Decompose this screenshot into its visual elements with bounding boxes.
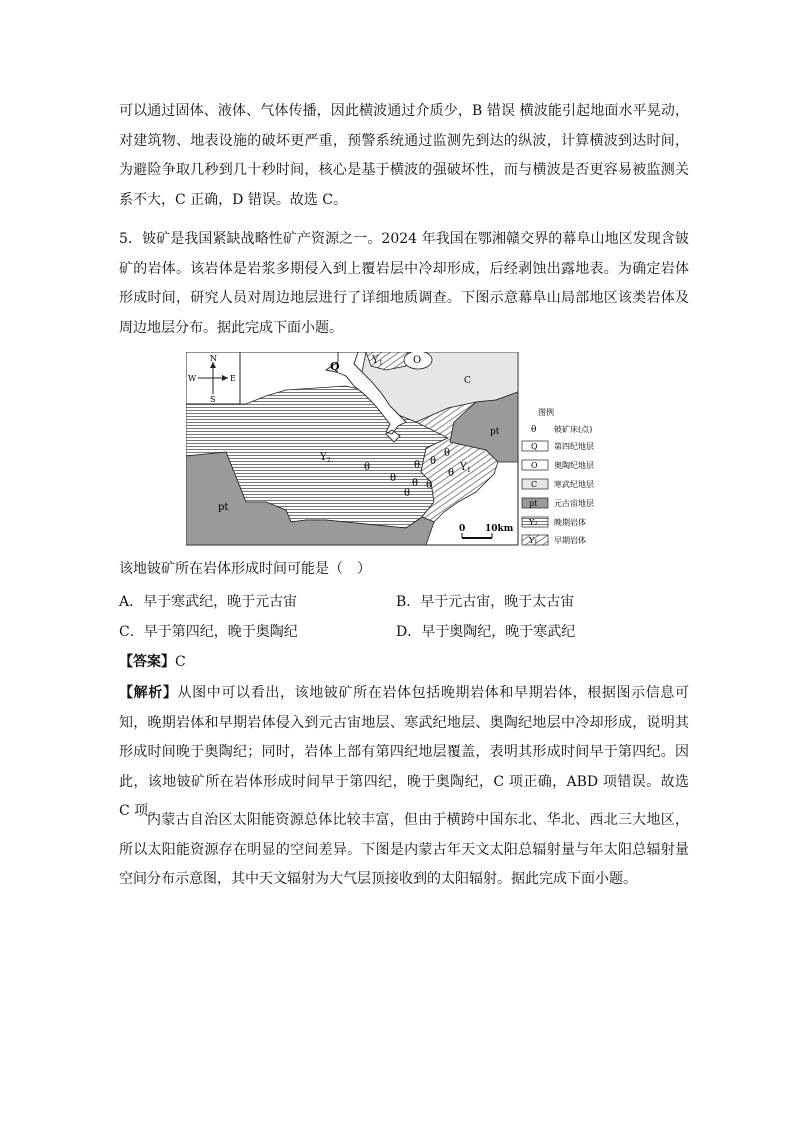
analysis-text: 从图中可以看出，该地铍矿所在岩体包括晚期岩体和早期岩体，根据图示信息可知，晚期岩体和早期岩体侵入到元古宙地层、寒武纪地层、奥陶纪地层中冷却形成，说明其形成时间晚于奥陶纪；同时，岩体上部有第四纪地层覆盖，表明其形成时间早于第四纪。因此，该地铍矿所在岩体形成时间早于第四纪，晚于奥陶纪，C 项正确，ABD 项错误。故选 C 项。 [119,685,690,819]
geologic-map [186,352,606,547]
label-y1-top: Y [372,355,379,366]
legend-label-ore: 铍矿床(点) [554,425,593,434]
legend-key-c: C [531,480,538,489]
ore-point: θ [430,456,437,467]
legend-label-y2: 晚期岩体 [554,518,586,527]
compass-n: N [210,354,217,363]
legend-key-ore: θ [531,425,537,435]
option-a: A．早于寒武纪，晚于元古宙 [119,594,298,610]
compass-e: E [230,374,236,383]
legend-key-q: Q [531,442,538,451]
compass-s: S [210,395,216,404]
option-b: B．早于元古宙，晚于太古宙 [396,594,575,610]
label-o: O [413,355,422,366]
legend-key-y2: Y₂ [529,518,538,527]
label-pt-left: pt [218,502,229,513]
legend-title: 图例 [538,408,554,417]
legend-label-q: 第四纪地层 [554,442,594,451]
scale-zero: 0 [459,524,466,534]
legend-key-pt: pt [529,499,538,508]
map-legend [522,407,594,545]
ore-point: θ [404,488,411,499]
label-y2-sub: 2 [327,457,331,464]
analysis-label: 【解析】 [119,685,178,701]
geologic-map-figure [186,352,606,547]
label-y1-top-sub: 1 [379,360,383,367]
legend-key-y1: Y₁ [529,536,538,545]
legend-label-c: 寒武纪地层 [554,480,594,489]
ore-point: θ [364,462,371,473]
ore-point: θ [412,478,419,489]
answer-line [119,648,689,678]
label-y1-right-sub: 1 [467,467,471,474]
map-body [186,352,518,545]
label-y2: Y [320,452,327,463]
ore-point: θ [444,448,451,459]
label-pt-right: pt [490,427,500,437]
ore-point: θ [390,473,397,484]
analysis-paragraph [119,679,689,827]
question-5-stem: 5．铍矿是我国紧缺战略性矿产资源之一。2024 年我国在鄂湘赣交界的幕阜山地区发现含铍矿的岩体。该岩体是岩浆多期侵入到上覆岩层中冷却形成，后经剥蚀出露地表。为确定岩体形成时间，研究人员对周边地层进行了详细地质调查。下图示意幕阜山局部地区该类岩体及周边地层分布。据此完成下面小题。 [119,231,689,336]
answer-label: 【答案】 [119,654,175,670]
ore-point: θ [448,468,455,479]
option-c: C．早于第四纪，晚于奥陶纪 [119,624,298,640]
previous-explanation-paragraph: 可以通过固体、液体、气体传播，因此横波通过介质少，B 错误 横波能引起地面水平晃动，对建筑物、地表设施的破坏更严重，预警系统通过监测先到达的纵波，计算横波到达时间，为避险争取几秒到几十秒时间，核心是基于横波的强破坏性，而与横波是否更容易被监测关系不大，C 正确，D 错误。故选 C。 [119,103,689,208]
legend-label-o: 奥陶纪地层 [554,461,594,470]
ore-point: θ [426,480,433,491]
answer-value: C [175,654,186,670]
ore-point: θ [414,460,421,471]
question-prompt: 该地铍矿所在岩体形成时间可能是（ ） [119,561,371,577]
options-row-2 [119,617,689,647]
answer-options [119,587,689,647]
label-q: Q [330,360,340,373]
next-question-intro: 内蒙古自治区太阳能资源总体比较丰富，但由于横跨中国东北、华北、西北三大地区，所以太阳能资源存在明显的空间差异。下图是内蒙古年天文太阳总辐射量与年太阳总辐射量空间分布示意图，其中天文辐射为大气层顶接收到的太阳辐射。据此完成下面小题。 [119,812,689,887]
options-row-1 [119,587,689,617]
label-c: C [464,376,471,386]
scale-dist: 10km [485,524,514,534]
legend-label-y1: 早期岩体 [554,536,586,545]
legend-key-o: O [531,461,538,470]
label-y1-right: Y [460,462,467,473]
legend-label-pt: 元古宙地层 [554,499,594,508]
option-d: D．早于奥陶纪，晚于寒武纪 [396,624,576,640]
compass-w: W [188,374,197,383]
